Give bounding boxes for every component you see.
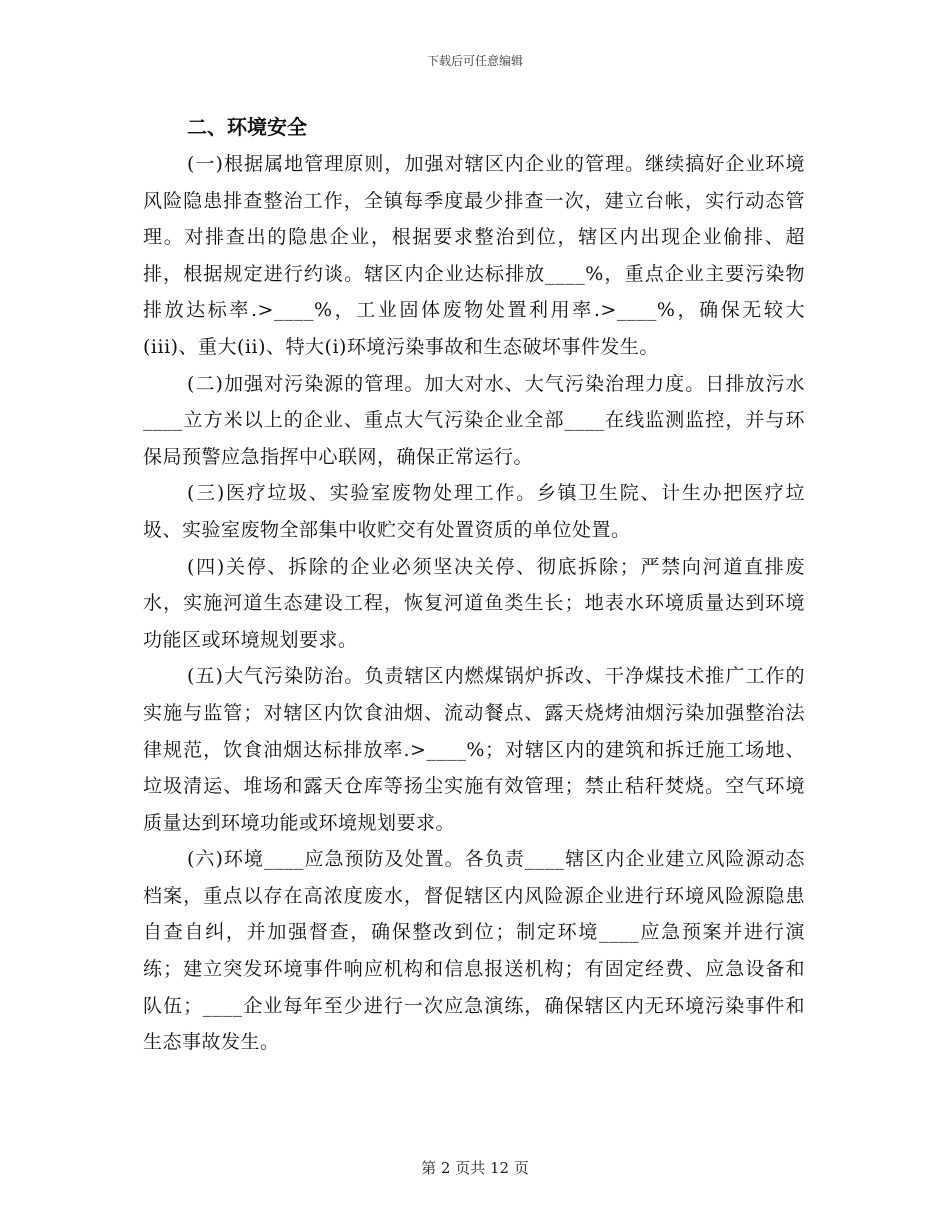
page-header: 下载后可任意编辑 bbox=[426, 54, 523, 68]
paragraph-2: (二)加强对污染源的管理。加大对水、大气污染治理力度。日排放污水____立方米以上的企业、重点大气污染企业全部____在线监测监控，并与环保局预警应急指挥中心联网，确保正常运行。 bbox=[143, 372, 805, 468]
paragraph-4: (四)关停、拆除的企业必须坚决关停、彻底拆除；严禁向河道直排废水，实施河道生态建设工程，恢复河道鱼类生长；地表水环境质量达到环境功能区或环境规划要求。 bbox=[143, 555, 805, 651]
paragraph-3: (三)医疗垃圾、实验室废物处理工作。乡镇卫生院、计生办把医疗垃圾、实验室废物全部集中收贮交有处置资质的单位处置。 bbox=[143, 482, 805, 541]
page-footer: 第 2 页共 12 页 bbox=[421, 1159, 529, 1177]
section-title: 二、环境安全 bbox=[187, 115, 307, 139]
paragraph-6: (六)环境____应急预防及处置。各负责____辖区内企业建立风险源动态档案，重点以存在高浓度废水，督促辖区内风险源企业进行环境风险源隐患自查自纠，并加强督查，确保整改到位；制定环境____应急预案并进行演练；建立突发环境事件响应机构和信息报送机构；有固定经费、应急设备和队伍；____企业每年至少进行一次应急演练，确保辖区内无环境污染事件和生态事故发生。 bbox=[143, 848, 805, 1054]
paragraph-1: (一)根据属地管理原则，加强对辖区内企业的管理。继续搞好企业环境风险隐患排查整治工作，全镇每季度最少排查一次，建立台帐，实行动态管理。对排查出的隐患企业，根据要求整治到位，辖区内出现企业偷排、超排，根据规定进行约谈。辖区内企业达标排放____%，重点企业主要污染物排放达标率.>____%，工业固体废物处置利用率.>____%，确保无较大(iii)、重大(ii)、特大(i)环境污染事故和生态破坏事件发生。 bbox=[143, 153, 805, 358]
document-body bbox=[143, 108, 805, 1061]
paragraph-5: (五)大气污染防治。负责辖区内燃煤锅炉拆改、干净煤技术推广工作的实施与监管；对辖区内饮食油烟、流动餐点、露天烧烤油烟污染加强整治法律规范，饮食油烟达标排放率.>____%；对辖区内的建筑和拆迁施工场地、垃圾清运、堆场和露天仓库等扬尘实施有效管理；禁止秸秆焚烧。空气环境质量达到环境功能或环境规划要求。 bbox=[143, 665, 805, 834]
